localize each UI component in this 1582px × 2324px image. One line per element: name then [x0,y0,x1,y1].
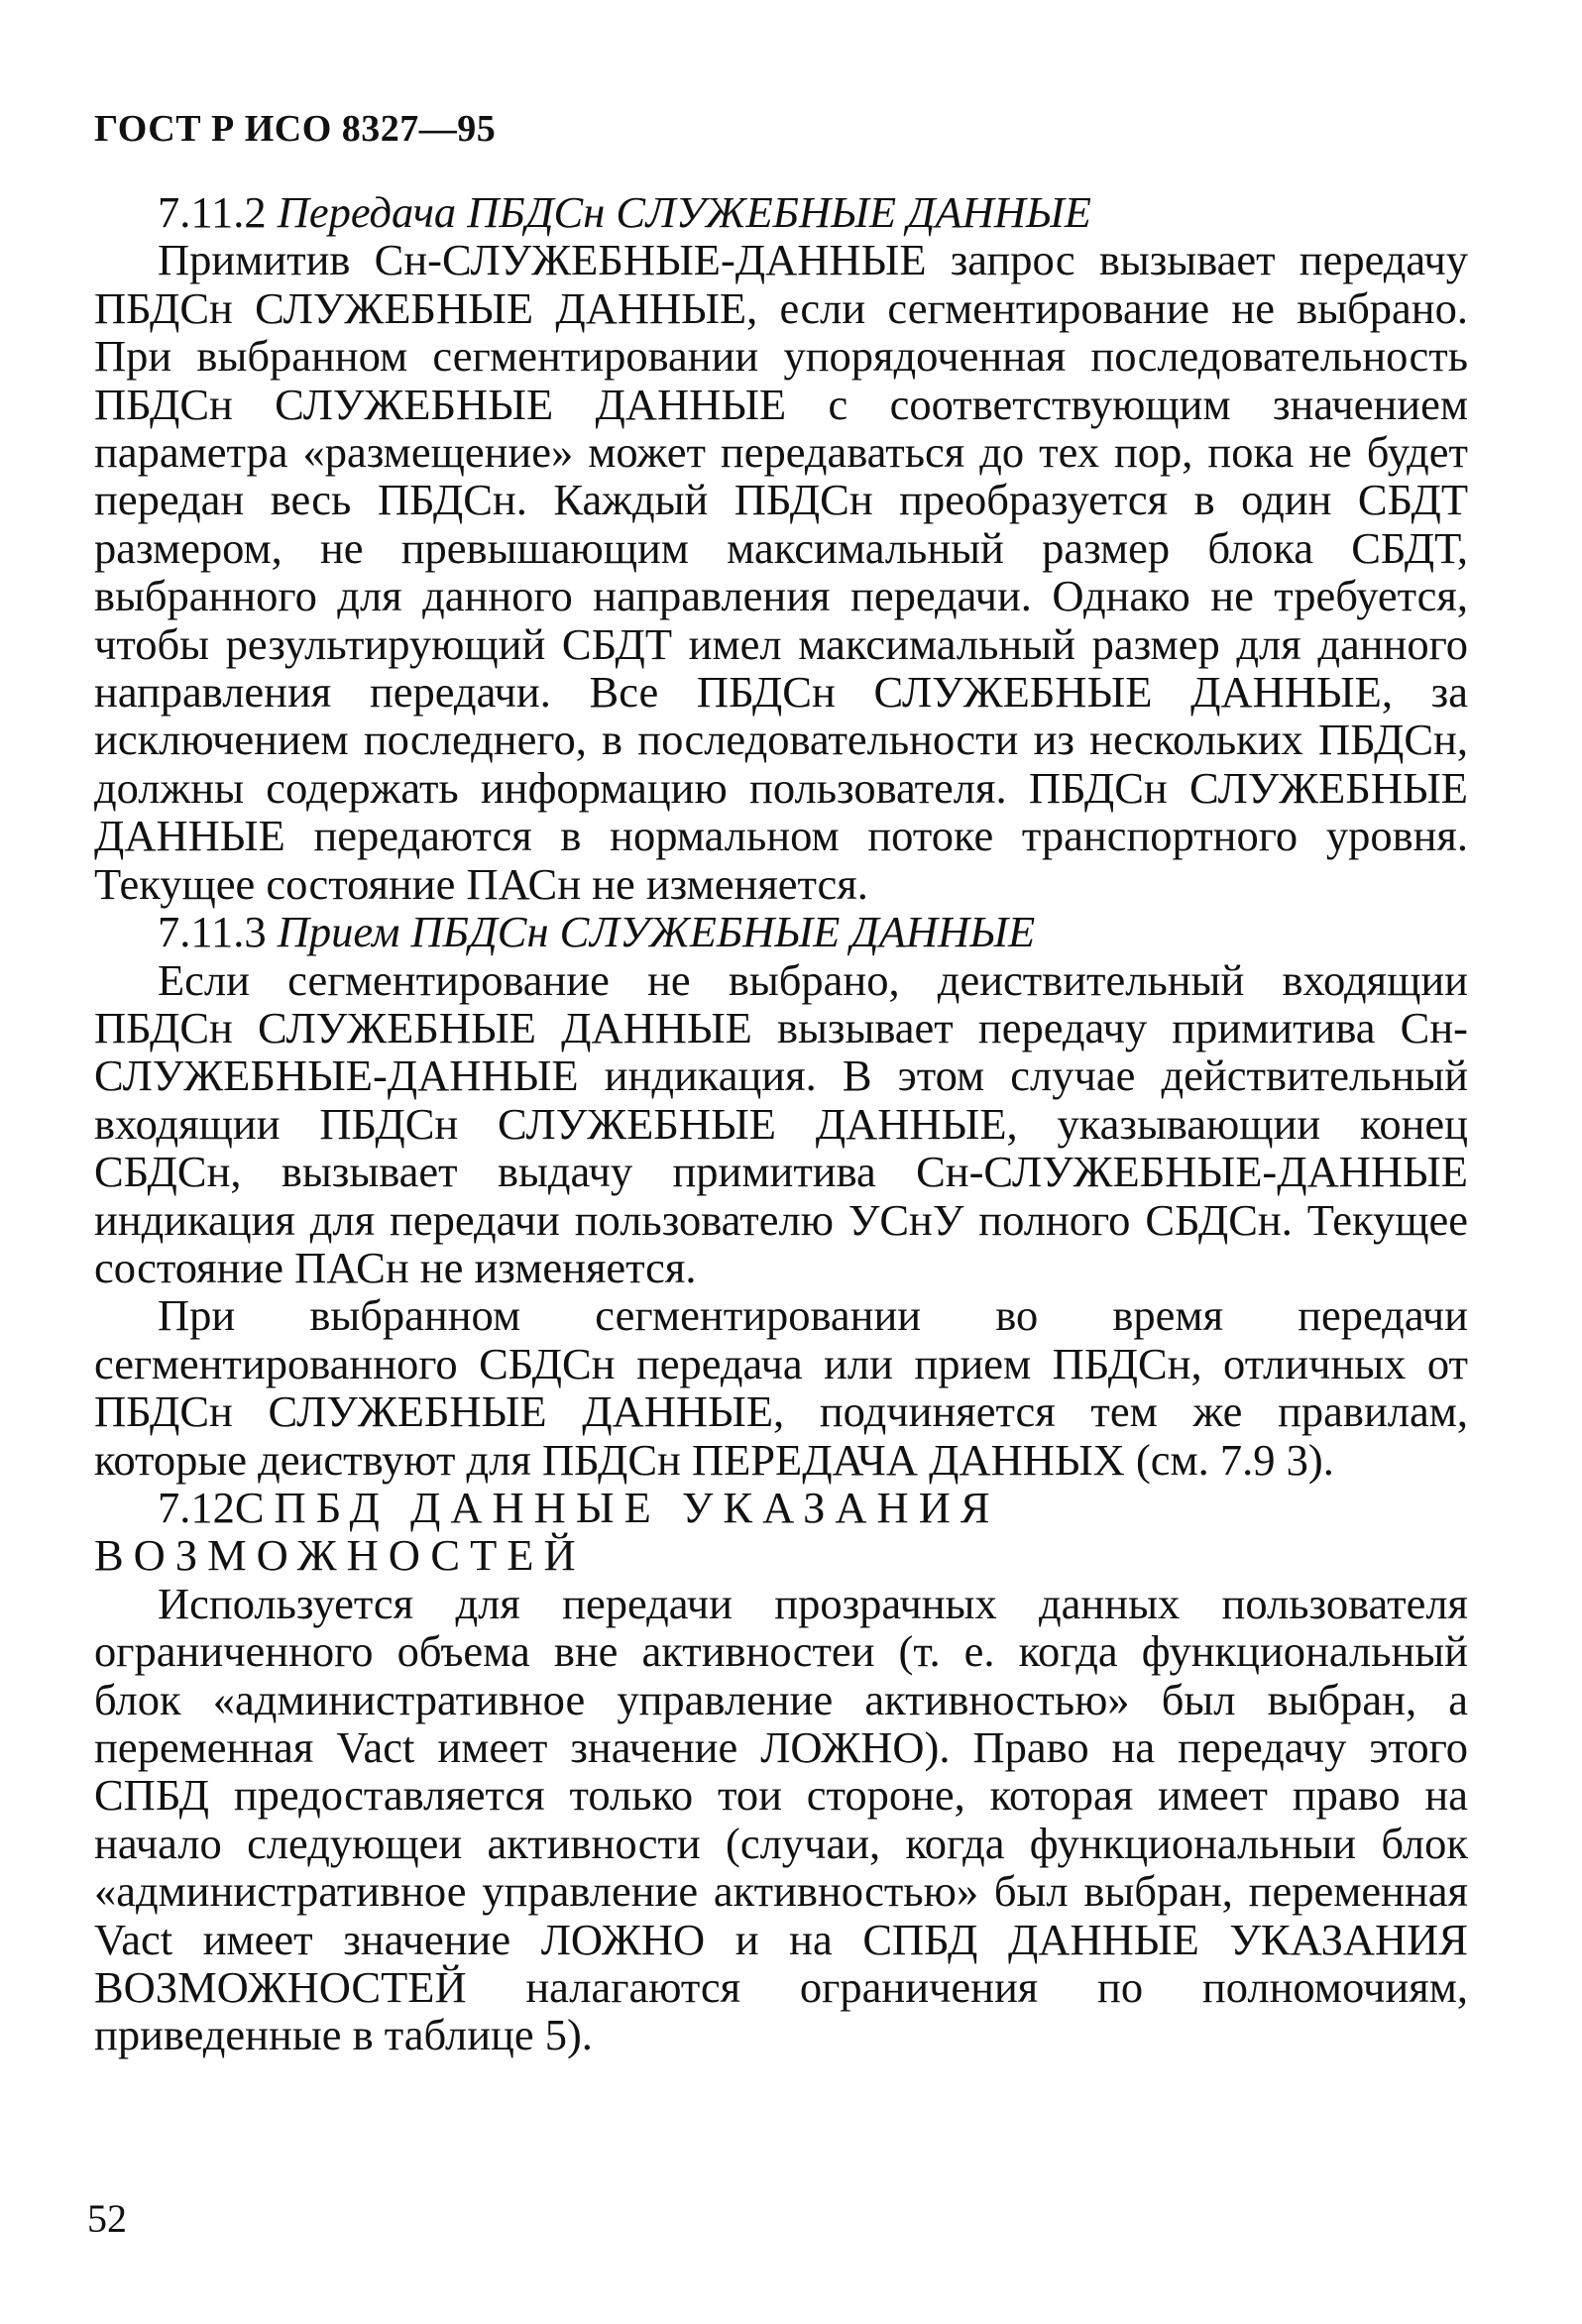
section-number: 7.11.2 [158,187,267,237]
section-heading-7-12 [94,1484,1468,1580]
page-number: 52 [87,2196,127,2241]
paragraph-7-11-3-a: Если сегментирование не выбрано, деиствительный входящии ПБДСн СЛУЖЕБНЫЕ ДАННЫЕ вызывает передачу примитива Сн-СЛУЖЕБНЫЕ-ДАННЫЕ индикация. В этом случае действительный входящии ПБДСн СЛУЖЕБНЫЕ ДАННЫЕ, указывающии конец СБДСн, вызывает выдачу примитива Сн-СЛУЖЕБНЫЕ-ДАННЫЕ индикация для передачи пользователю УСнУ полного СБДСн. Текущее состояние ПАСн не изменяется. [94,954,1468,1292]
section-heading-7-11-3 [94,908,1468,955]
paragraph-7-11-2: Примитив Сн-СЛУЖЕБНЫЕ-ДАННЫЕ запрос вызывает передачу ПБДСн СЛУЖЕБНЫЕ ДАННЫЕ, если сегментирование не выбрано. При выбранном сегментировании упорядоченная последовательность ПБДСн СЛУЖЕБНЫЕ ДАННЫЕ с соответствующим значением параметра «размещение» может передаваться до тех пор, пока не будет передан весь ПБДСн. Каждый ПБДСн преобразуется в один СБДТ размером, не превышающим максимальный размер блока СБДТ, выбранного для данного направления передачи. Однако не требуется, чтобы результирующий СБДТ имел максимальный размер для данного направления передачи. Все ПБДСн СЛУЖЕБНЫЕ ДАННЫЕ, за исключением последнего, в последовательности из нескольких ПБДСн, должны содержать информацию пользователя. ПБДСн СЛУЖЕБНЫЕ ДАННЫЕ передаются в нормальном потоке транспортного уровня. Текущее состояние ПАСн не изменяется. [94,235,1468,909]
paragraph-7-11-3-b: При выбранном сегментировании во время передачи сегментированного СБДСн передача или прием ПБДСн, отличных от ПБДСн СЛУЖЕБНЫЕ ДАННЫЕ, подчиняется тем же правилам, которые деиствуют для ПБДСн ПЕРЕДАЧА ДАННЫХ (см. 7.9 3). [94,1290,1468,1485]
section-heading-7-11-2 [94,188,1468,236]
section-title: Передача ПБДСн СЛУЖЕБНЫЕ ДАННЫЕ [277,187,1091,237]
section-number: 7.11.3 [158,907,267,957]
paragraph-7-12: Используется для передачи прозрачных данных пользователя ограниченного объема вне активностеи (т. е. когда функциональный блок «административное управление активностью» был выбран, а переменная Vact имеет значение ЛОЖНО). Право на передачу этого СПБД предоставляется только тои стороне, которая имеет право на начало следующеи активности (случаи, когда функциональныи блок «административное управление активностью» был выбран, переменная Vact имеет значение ЛОЖНО и на СПБД ДАННЫЕ УКАЗАНИЯ ВОЗМОЖНОСТЕЙ налагаются ограничения по полномочиям, приведенные в таблице 5). [94,1578,1468,2060]
section-title: СПБД ДАННЫЕ УКАЗАНИЯ ВОЗМОЖНОСТЕЙ [94,1482,1000,1581]
section-title: Прием ПБДСн СЛУЖЕБНЫЕ ДАННЫЕ [277,907,1036,957]
body-text [94,188,1468,2059]
section-number: 7.12 [158,1482,235,1532]
running-header: ГОСТ Р ИСО 8327—95 [94,108,497,150]
